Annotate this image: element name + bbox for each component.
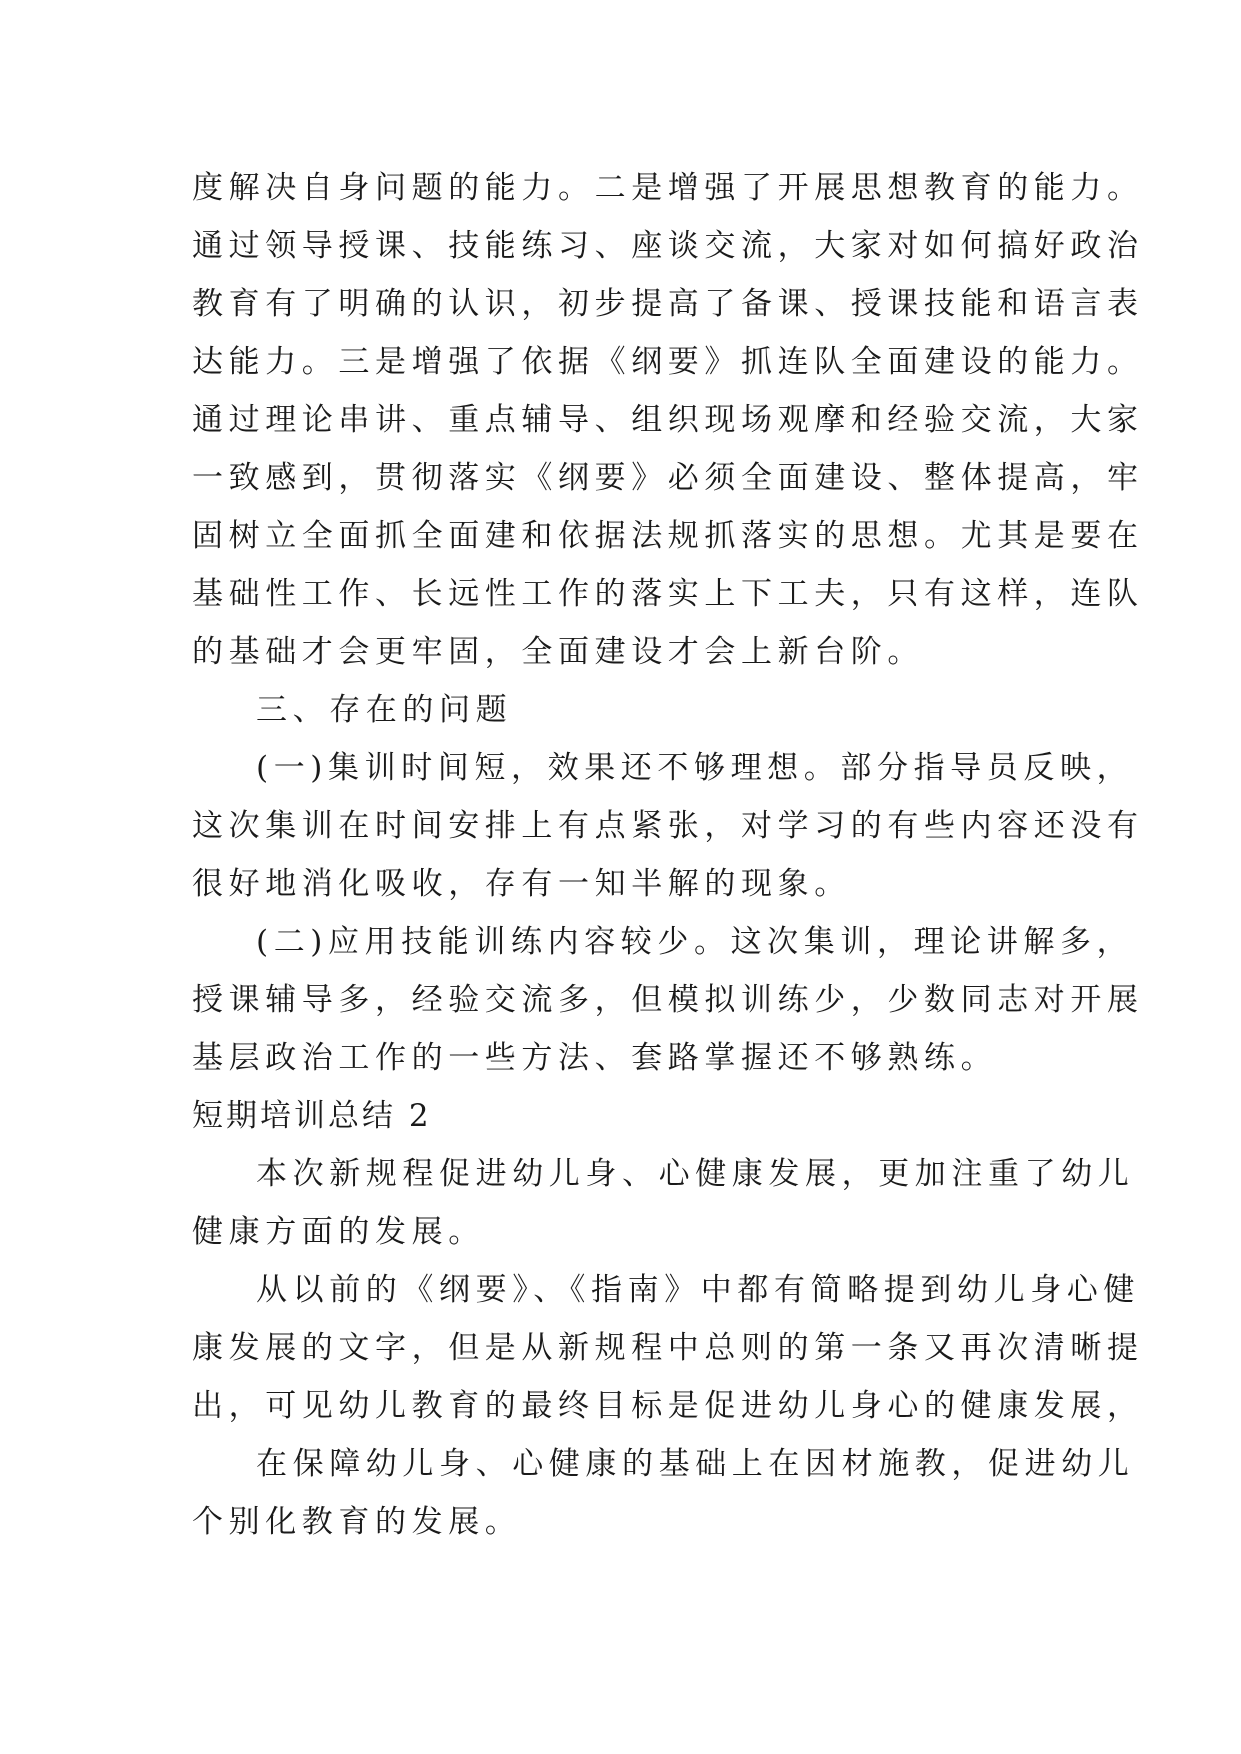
paragraph-line: 这次集训在时间安排上有点紧张，对学习的有些内容还没有 bbox=[192, 808, 1144, 844]
paragraph-line: 本次新规程促进幼儿身、心健康发展，更加注重了幼儿 bbox=[256, 1156, 1135, 1192]
section-heading: 三、存在的问题 bbox=[256, 692, 513, 728]
paragraph-line: 固树立全面抓全面建和依据法规抓落实的思想。尤其是要在 bbox=[192, 518, 1144, 554]
paragraph-line: 基层政治工作的一些方法、套路掌握还不够熟练。 bbox=[192, 1040, 998, 1076]
paragraph-line: 基础性工作、长远性工作的落实上下工夫，只有这样，连队 bbox=[192, 576, 1144, 612]
paragraph-line: (二)应用技能训练内容较少。这次集训，理论讲解多， bbox=[256, 924, 1134, 960]
paragraph-line: 通过领导授课、技能练习、座谈交流，大家对如何搞好政治 bbox=[192, 228, 1144, 264]
paragraph-line: 康发展的文字，但是从新规程中总则的第一条又再次清晰提 bbox=[192, 1330, 1144, 1366]
paragraph-line: 健康方面的发展。 bbox=[192, 1214, 485, 1250]
paragraph-line: 很好地消化吸收，存有一知半解的现象。 bbox=[192, 866, 851, 902]
paragraph-line: 达能力。三是增强了依据《纲要》抓连队全面建设的能力。 bbox=[192, 344, 1144, 380]
paragraph-line: 一致感到，贯彻落实《纲要》必须全面建设、整体提高，牢 bbox=[192, 460, 1144, 496]
paragraph-line: 在保障幼儿身、心健康的基础上在因材施教，促进幼儿 bbox=[256, 1446, 1135, 1482]
paragraph-line: 个别化教育的发展。 bbox=[192, 1504, 522, 1540]
paragraph-line: 授课辅导多，经验交流多，但模拟训练少，少数同志对开展 bbox=[192, 982, 1144, 1018]
paragraph-line: 从以前的《纲要》、《指南》中都有简略提到幼儿身心健 bbox=[256, 1272, 1140, 1308]
paragraph-line: (一)集训时间短，效果还不够理想。部分指导员反映， bbox=[256, 750, 1134, 786]
paragraph-line: 通过理论串讲、重点辅导、组织现场观摩和经验交流，大家 bbox=[192, 402, 1144, 438]
paragraph-line: 度解决自身问题的能力。二是增强了开展思想教育的能力。 bbox=[192, 170, 1144, 206]
paragraph-line: 教育有了明确的认识，初步提高了备课、授课技能和语言表 bbox=[192, 286, 1144, 322]
paragraph-line: 出，可见幼儿教育的最终目标是促进幼儿身心的健康发展， bbox=[192, 1388, 1144, 1424]
paragraph-line: 的基础才会更牢固，全面建设才会上新台阶。 bbox=[192, 634, 924, 670]
document-subtitle: 短期培训总结 2 bbox=[192, 1098, 432, 1134]
